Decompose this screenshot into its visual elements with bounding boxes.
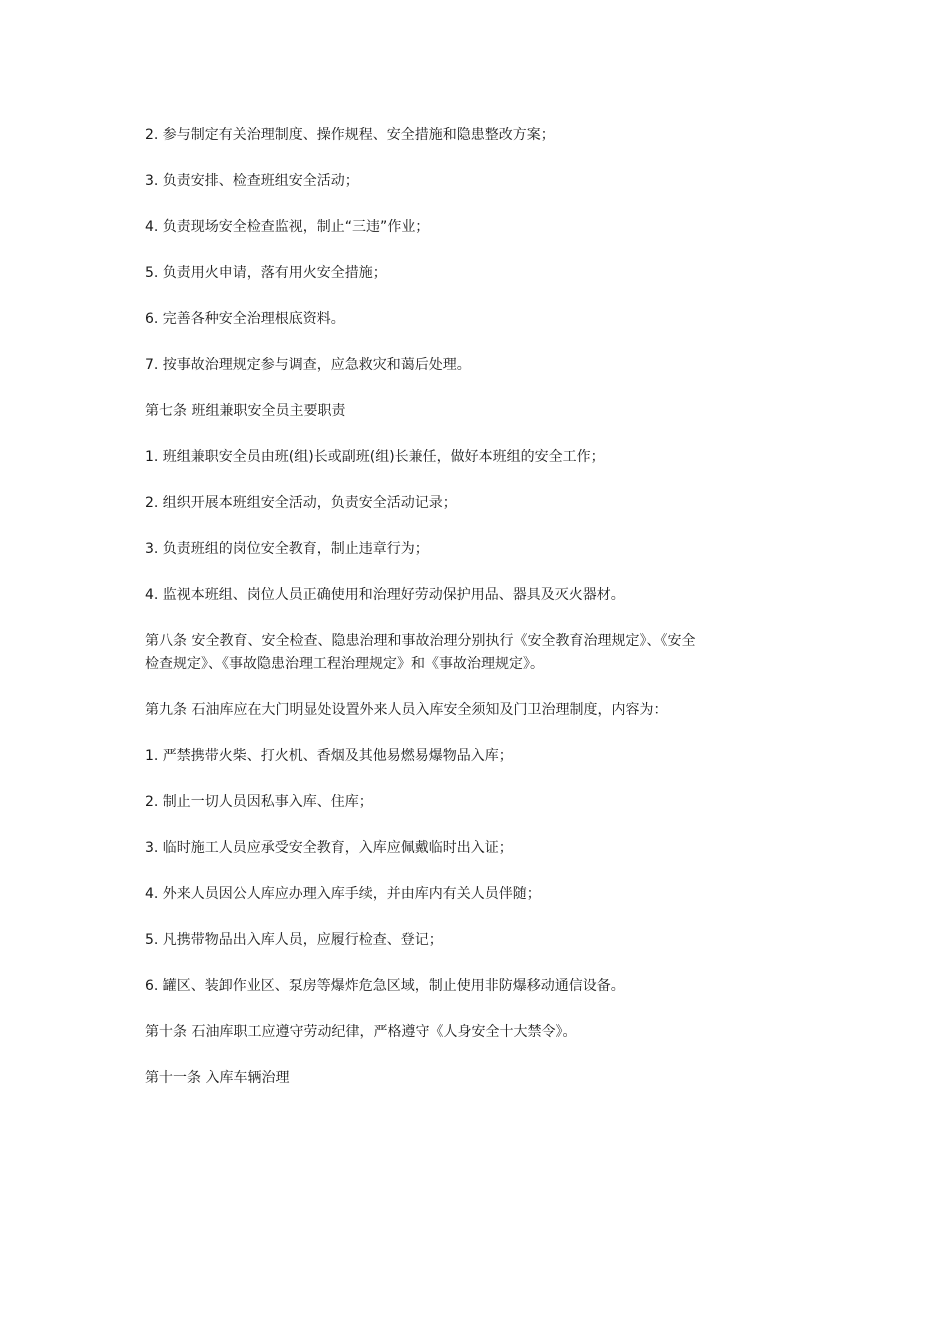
document-body [145,124,810,1113]
list-item: 4. 监视本班组、岗位人员正确使用和治理好劳动保护用品、器具及灭火器材。 [145,587,625,603]
list-item: 6. 罐区、装卸作业区、泵房等爆炸危急区域，制止使用非防爆移动通信设备。 [145,978,625,994]
list-item: 4. 负责现场安全检查监视，制止“三违”作业； [145,219,430,235]
article-8-line-2: 检查规定》、《事故隐患治理工程治理规定》和《事故治理规定》。 [145,656,544,672]
article-heading-10: 第十条 石油库职工应遵守劳动纪律，严格遵守《人身安全十大禁令》。 [145,1024,577,1040]
article-heading-7: 第七条 班组兼职安全员主要职责 [145,403,346,419]
article-8-line-1: 第八条 安全教育、安全检查、隐患治理和事故治理分别执行《安全教育治理规定》、《安全 [145,633,696,649]
list-item: 6. 完善各种安全治理根底资料。 [145,311,345,327]
article-paragraph-8 [145,630,810,676]
article-heading-11: 第十一条 入库车辆治理 [145,1070,290,1086]
list-item: 2. 参与制定有关治理制度、操作规程、安全措施和隐患整改方案； [145,127,555,143]
list-item: 2. 制止一切人员因私事入库、住库； [145,794,373,810]
list-item: 3. 负责安排、检查班组安全活动； [145,173,359,189]
article-heading-9: 第九条 石油库应在大门明显处设置外来人员入库安全须知及门卫治理制度，内容为： [145,702,668,718]
list-item: 4. 外来人员因公人库应办理入库手续，并由库内有关人员伴随； [145,886,541,902]
list-item: 1. 班组兼职安全员由班(组)长或副班(组)长兼任，做好本班组的安全工作； [145,449,605,465]
list-item: 7. 按事故治理规定参与调查，应急救灾和蔼后处理。 [145,357,471,373]
list-item: 1. 严禁携带火柴、打火机、香烟及其他易燃易爆物品入库； [145,748,513,764]
list-item: 5. 凡携带物品出入库人员，应履行检查、登记； [145,932,443,948]
list-item: 3. 负责班组的岗位安全教育，制止违章行为； [145,541,429,557]
list-item: 2. 组织开展本班组安全活动，负责安全活动记录； [145,495,457,511]
list-item: 5. 负责用火申请，落有用火安全措施； [145,265,387,281]
list-item: 3. 临时施工人员应承受安全教育，入库应佩戴临时出入证； [145,840,513,856]
